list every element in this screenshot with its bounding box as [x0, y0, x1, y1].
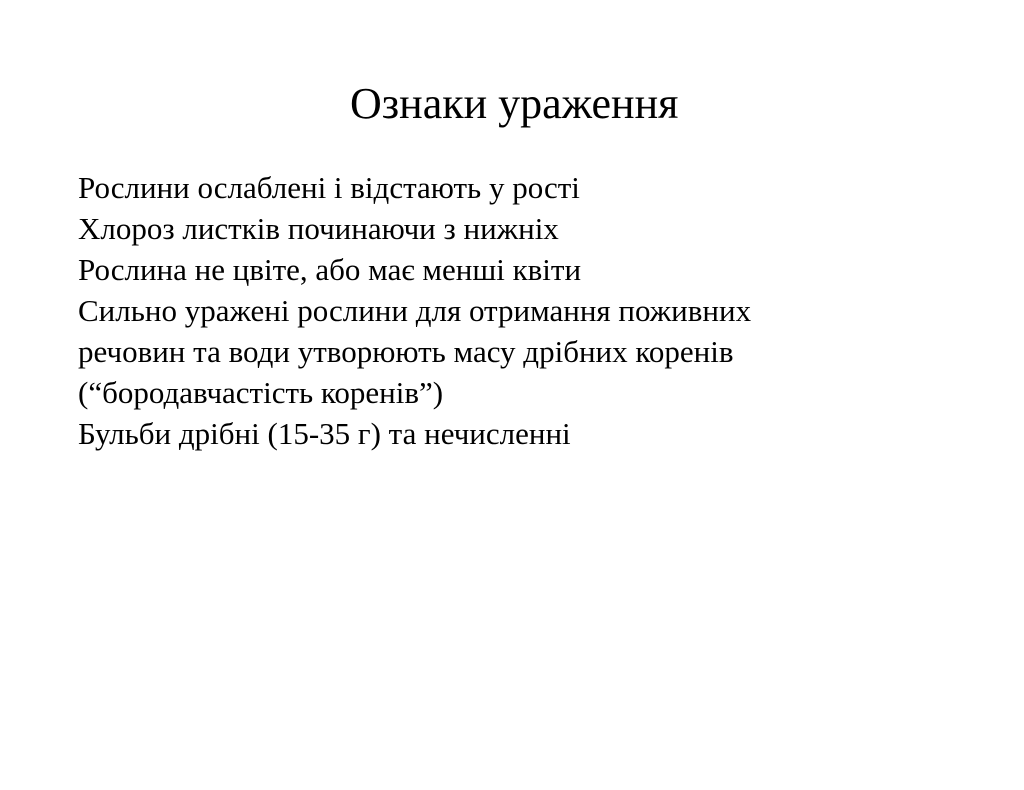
slide-title: Ознаки ураження	[350, 79, 679, 128]
body-line: (“бородавчастість коренів”)	[78, 375, 444, 410]
body-line: Бульби дрібні (15-35 г) та нечисленні	[78, 416, 571, 451]
body-line: Сильно уражені рослини для отримання поживних	[78, 293, 752, 328]
body-line: Рослини ослаблені і відстають у рості	[78, 170, 580, 205]
body-line: речовин та води утворюють масу дрібних коренів	[78, 334, 734, 369]
body-line: Рослина не цвіте, або має менші квіти	[78, 252, 582, 287]
slide-body	[78, 167, 978, 454]
body-line: Хлороз листків починаючи з нижніх	[78, 211, 559, 246]
